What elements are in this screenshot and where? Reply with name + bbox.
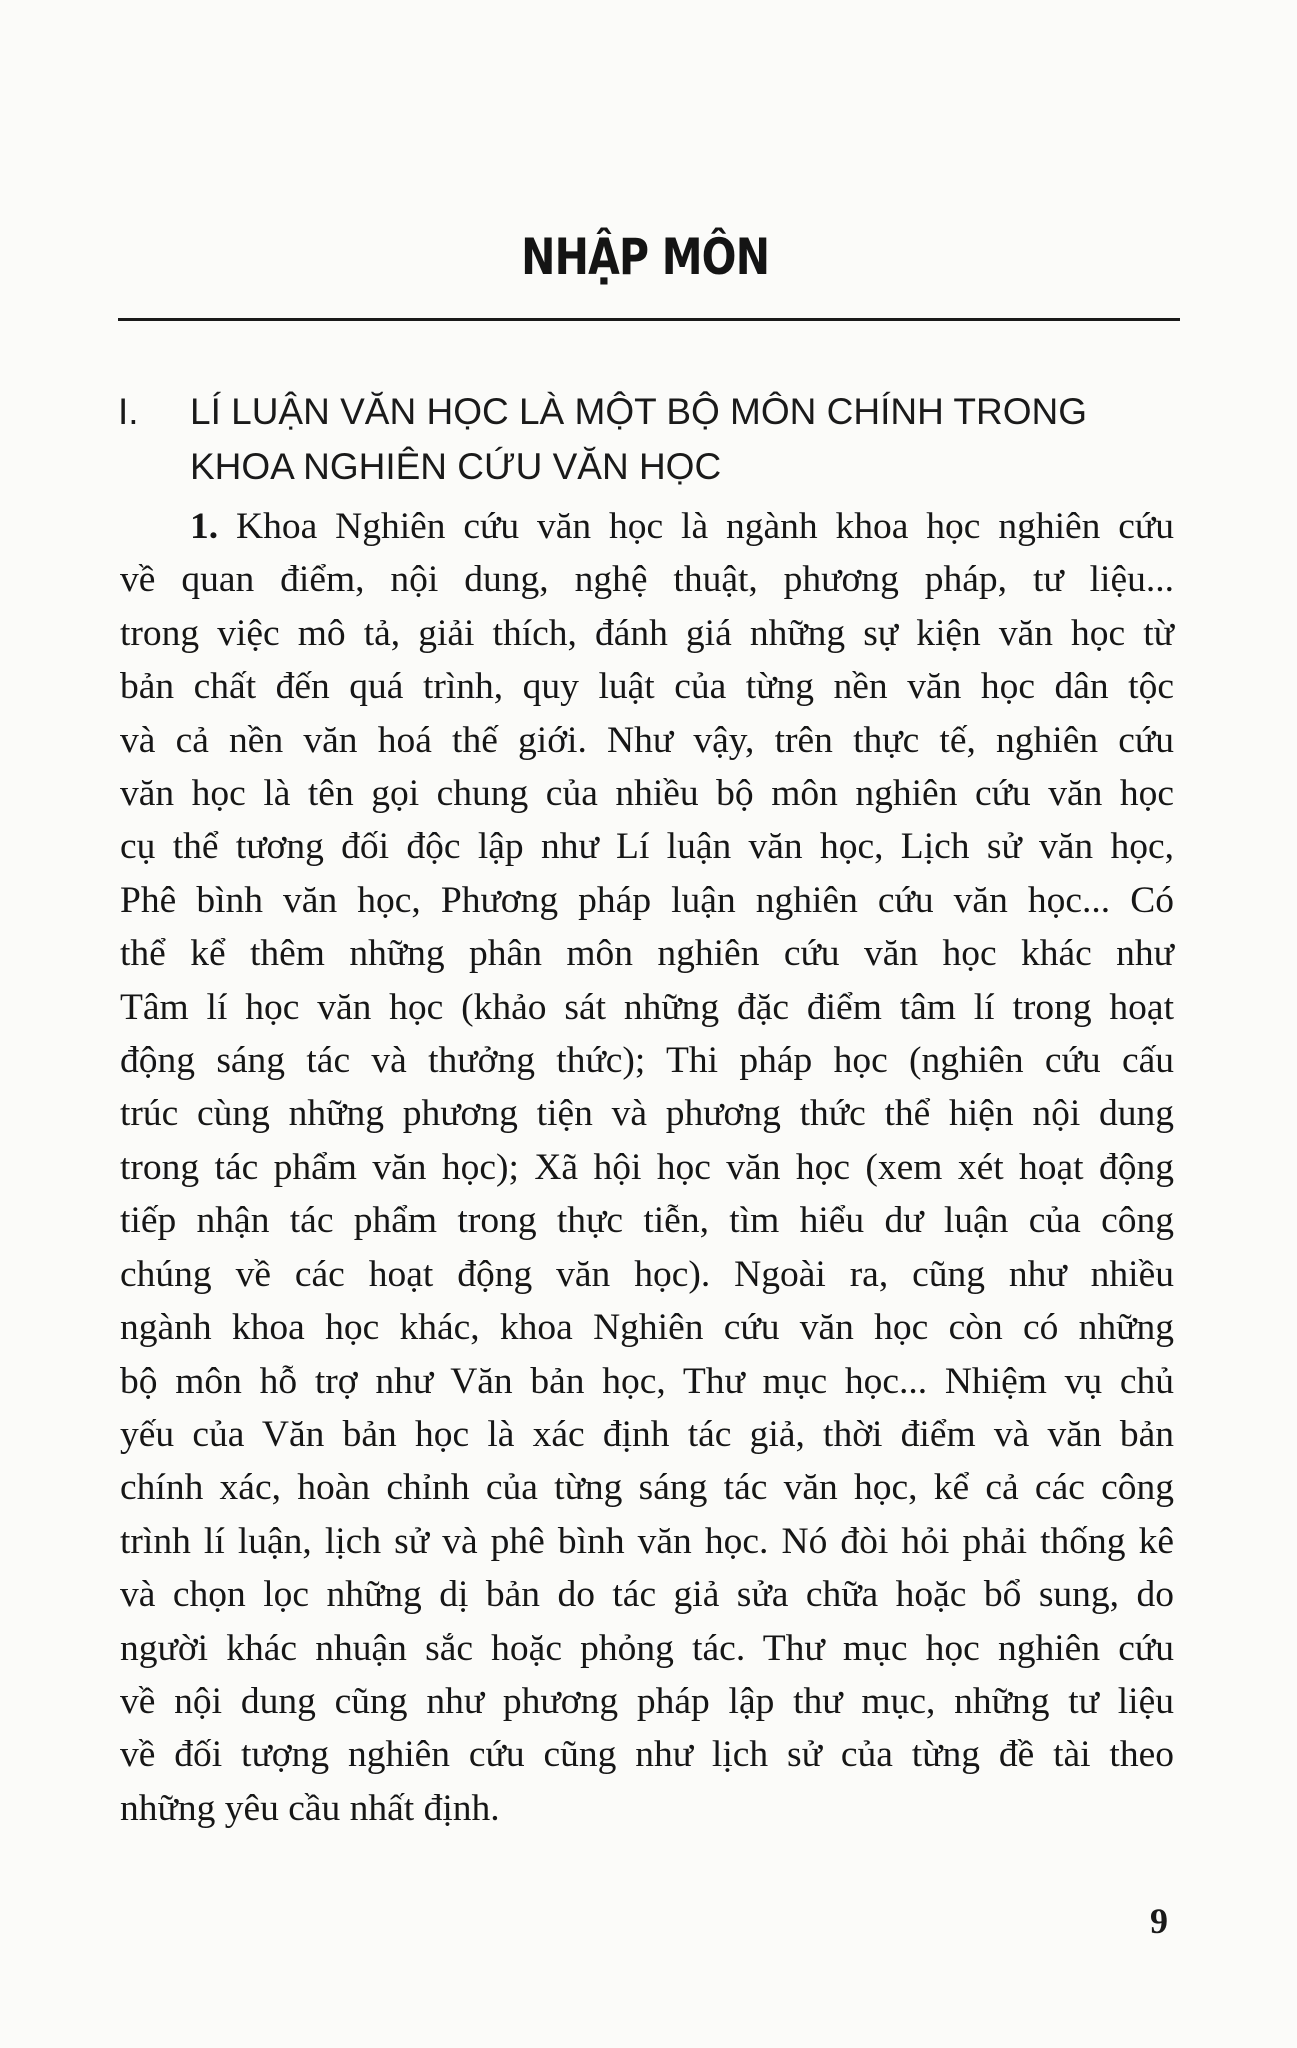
paragraph-line-1 (120, 500, 1174, 553)
paragraph-line: Tâm lí học văn học (khảo sát những đặc điểm tâm lí trong hoạt (120, 986, 1174, 1028)
paragraph-line: yếu của Văn bản học là xác định tác giả, thời điểm và văn bản (120, 1413, 1174, 1455)
section-heading-line-1: LÍ LUẬN VĂN HỌC LÀ MỘT BỘ MÔN CHÍNH TRONG (190, 391, 1088, 432)
paragraph-line-1-text: Khoa Nghiên cứu văn học là ngành khoa học nghiên cứu (218, 506, 1174, 547)
paragraph-line: thể kể thêm những phân môn nghiên cứu văn học khác như (120, 933, 1174, 975)
section-number: I. (118, 391, 139, 432)
paragraph-line: và cả nền văn hoá thế giới. Như vậy, trên thực tế, nghiên cứu (120, 719, 1174, 761)
paragraph-line: bộ môn hỗ trợ như Văn bản học, Thư mục học... Nhiệm vụ chủ (120, 1360, 1174, 1402)
body-paragraph (120, 500, 1174, 1835)
paragraph-line: trong tác phẩm văn học); Xã hội học văn học (xem xét hoạt động (120, 1146, 1174, 1188)
paragraph-line: trúc cùng những phương tiện và phương thức thể hiện nội dung (120, 1093, 1174, 1135)
section-heading-line-2: KHOA NGHIÊN CỨU VĂN HỌC (190, 446, 722, 487)
paragraph-line: trình lí luận, lịch sử và phê bình văn học. Nó đòi hỏi phải thống kê (120, 1520, 1174, 1562)
paragraph-line: động sáng tác và thưởng thức); Thi pháp học (nghiên cứu cấu (120, 1040, 1174, 1082)
section-heading (118, 384, 1188, 494)
paragraph-line: Phê bình văn học, Phương pháp luận nghiên cứu văn học... Có (120, 879, 1174, 921)
paragraph-line: trong việc mô tả, giải thích, đánh giá những sự kiện văn học từ (120, 612, 1174, 654)
paragraph-line: văn học là tên gọi chung của nhiều bộ môn nghiên cứu văn học (120, 773, 1174, 815)
paragraph-line: về đối tượng nghiên cứu cũng như lịch sử của từng đề tài theo (120, 1734, 1174, 1776)
paragraph-line: người khác nhuận sắc hoặc phỏng tác. Thư mục học nghiên cứu (120, 1627, 1174, 1669)
title-divider (118, 318, 1180, 321)
paragraph-line: về quan điểm, nội dung, nghệ thuật, phương pháp, tư liệu... (120, 559, 1174, 601)
paragraph-line: và chọn lọc những dị bản do tác giả sửa chữa hoặc bổ sung, do (120, 1574, 1174, 1616)
paragraph-number: 1. (190, 506, 219, 547)
paragraph-line-last: những yêu cầu nhất định. (120, 1787, 500, 1829)
paragraph-line: bản chất đến quá trình, quy luật của từng nền văn học dân tộc (120, 666, 1174, 708)
paragraph-line: ngành khoa học khác, khoa Nghiên cứu văn học còn có những (120, 1307, 1174, 1349)
paragraph-line: cụ thể tương đối độc lập như Lí luận văn học, Lịch sử văn học, (120, 826, 1174, 868)
chapter-title: NHẬP MÔN (521, 228, 770, 286)
paragraph-line: về nội dung cũng như phương pháp lập thư mục, những tư liệu (120, 1680, 1174, 1722)
paragraph-line: chúng về các hoạt động văn học). Ngoài ra, cũng như nhiều (120, 1253, 1174, 1295)
page-number: 9 (1150, 1901, 1168, 1941)
paragraph-line: tiếp nhận tác phẩm trong thực tiễn, tìm hiểu dư luận của công (120, 1200, 1174, 1242)
paragraph-line: chính xác, hoàn chỉnh của từng sáng tác văn học, kể cả các công (120, 1467, 1174, 1509)
